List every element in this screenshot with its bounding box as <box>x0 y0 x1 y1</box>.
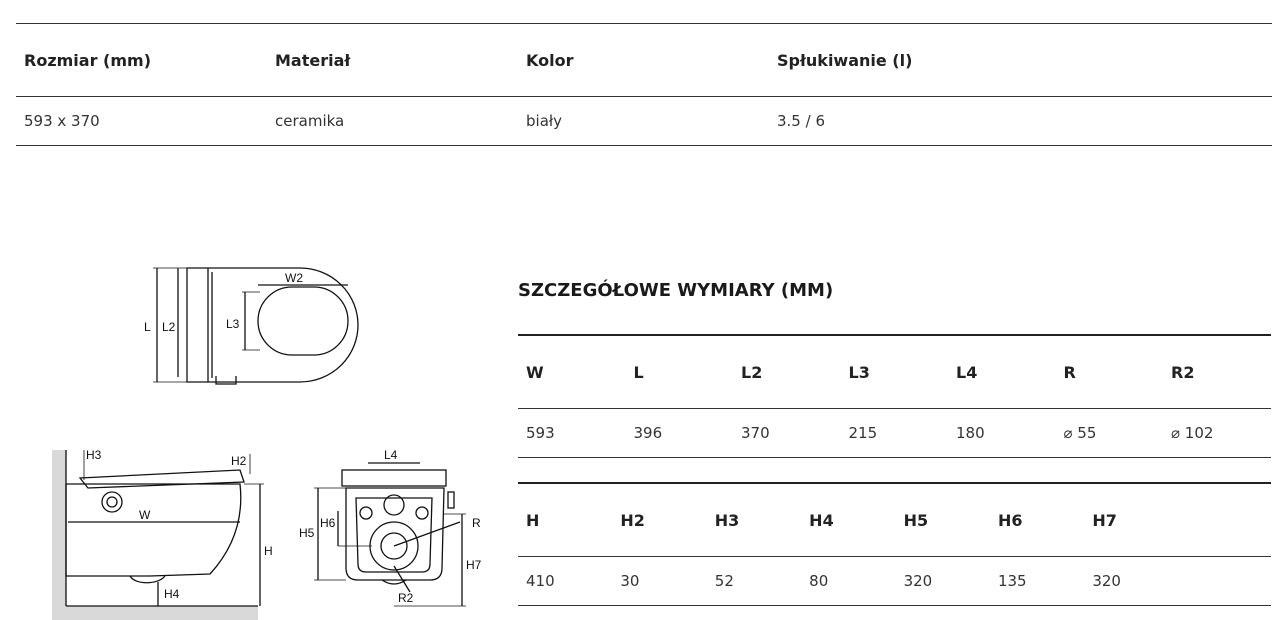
section-title: SZCZEGÓŁOWE WYMIARY (MM) <box>518 280 834 301</box>
dim-value-L: 396 <box>633 424 663 442</box>
dim-header-W: W <box>526 362 544 382</box>
spec-value-size: 593 x 370 <box>24 112 100 130</box>
dim-value-H2: 30 <box>620 572 640 590</box>
dim-label-H4: H4 <box>164 587 180 601</box>
spec-header-flush: Spłukiwanie (l) <box>777 50 913 70</box>
spec-value-flush: 3.5 / 6 <box>777 112 825 130</box>
top-view-drawing <box>153 268 358 384</box>
technical-drawings <box>0 230 520 620</box>
dim-value-W: 593 <box>526 424 555 442</box>
dim-label-R2: R2 <box>398 591 414 605</box>
dim-value-H5: 320 <box>903 572 933 590</box>
toilet-dimension-drawing <box>0 230 520 620</box>
detailed-dimensions <box>518 270 1271 606</box>
dim-value-H4: 80 <box>809 572 829 590</box>
dimension-table-header <box>518 484 1271 557</box>
dimension-table-height <box>518 484 1271 606</box>
dim-header-H5: H5 <box>903 510 929 530</box>
dim-header-H2: H2 <box>620 510 645 530</box>
dim-label-H6: H6 <box>320 516 336 530</box>
table-separator <box>518 458 1271 484</box>
dim-header-H: H <box>526 510 540 530</box>
dim-header-L2: L2 <box>741 362 763 382</box>
spec-value-material: ceramika <box>275 112 345 130</box>
spec-header-color: Kolor <box>526 50 574 70</box>
dim-header-L3: L3 <box>848 362 870 382</box>
dim-value-L2: 370 <box>741 424 770 442</box>
dim-label-H2: H2 <box>231 454 247 468</box>
spec-table <box>16 23 1272 146</box>
dim-header-R2: R2 <box>1171 362 1195 382</box>
dim-value-L4: 180 <box>956 424 985 442</box>
dim-header-L: L <box>633 362 644 382</box>
spec-value-color: biały <box>526 112 563 130</box>
dim-header-H4: H4 <box>809 510 834 530</box>
dimension-table-row <box>518 557 1271 606</box>
dim-label-H: H <box>264 544 273 558</box>
dim-header-H7: H7 <box>1092 510 1117 530</box>
dim-label-R: R <box>472 516 481 530</box>
spec-header-size: Rozmiar (mm) <box>24 50 152 70</box>
dim-label-W: W <box>139 508 151 522</box>
dimension-table-width <box>518 334 1271 458</box>
dimension-table-header <box>518 334 1271 409</box>
dim-header-H6: H6 <box>997 510 1023 530</box>
dim-label-L4: L4 <box>384 448 398 462</box>
dim-label-L3: L3 <box>226 317 240 331</box>
dim-label-H7: H7 <box>466 558 482 572</box>
dim-value-R: ⌀ 55 <box>1063 424 1097 442</box>
dim-value-R2: ⌀ 102 <box>1171 424 1214 442</box>
dim-value-H7: 320 <box>1092 572 1121 590</box>
front-view-drawing <box>314 463 466 606</box>
dim-value-H3: 52 <box>714 572 734 590</box>
spec-table-row <box>16 97 1272 146</box>
dim-value-L3: 215 <box>848 424 878 442</box>
dim-label-H3: H3 <box>86 448 102 462</box>
dim-label-L2: L2 <box>162 320 176 334</box>
dim-header-R: R <box>1063 362 1076 382</box>
dim-header-H3: H3 <box>714 510 740 530</box>
dim-value-H: 410 <box>526 572 555 590</box>
dim-label-L: L <box>144 320 151 334</box>
dim-label-W2: W2 <box>285 271 303 285</box>
dimension-table-row <box>518 409 1271 458</box>
side-view-drawing <box>52 450 264 620</box>
spec-table-header <box>16 23 1272 97</box>
dim-label-H5: H5 <box>299 526 315 540</box>
spec-header-material: Materiał <box>275 50 351 70</box>
dim-header-L4: L4 <box>956 362 978 382</box>
dim-value-H6: 135 <box>997 572 1027 590</box>
